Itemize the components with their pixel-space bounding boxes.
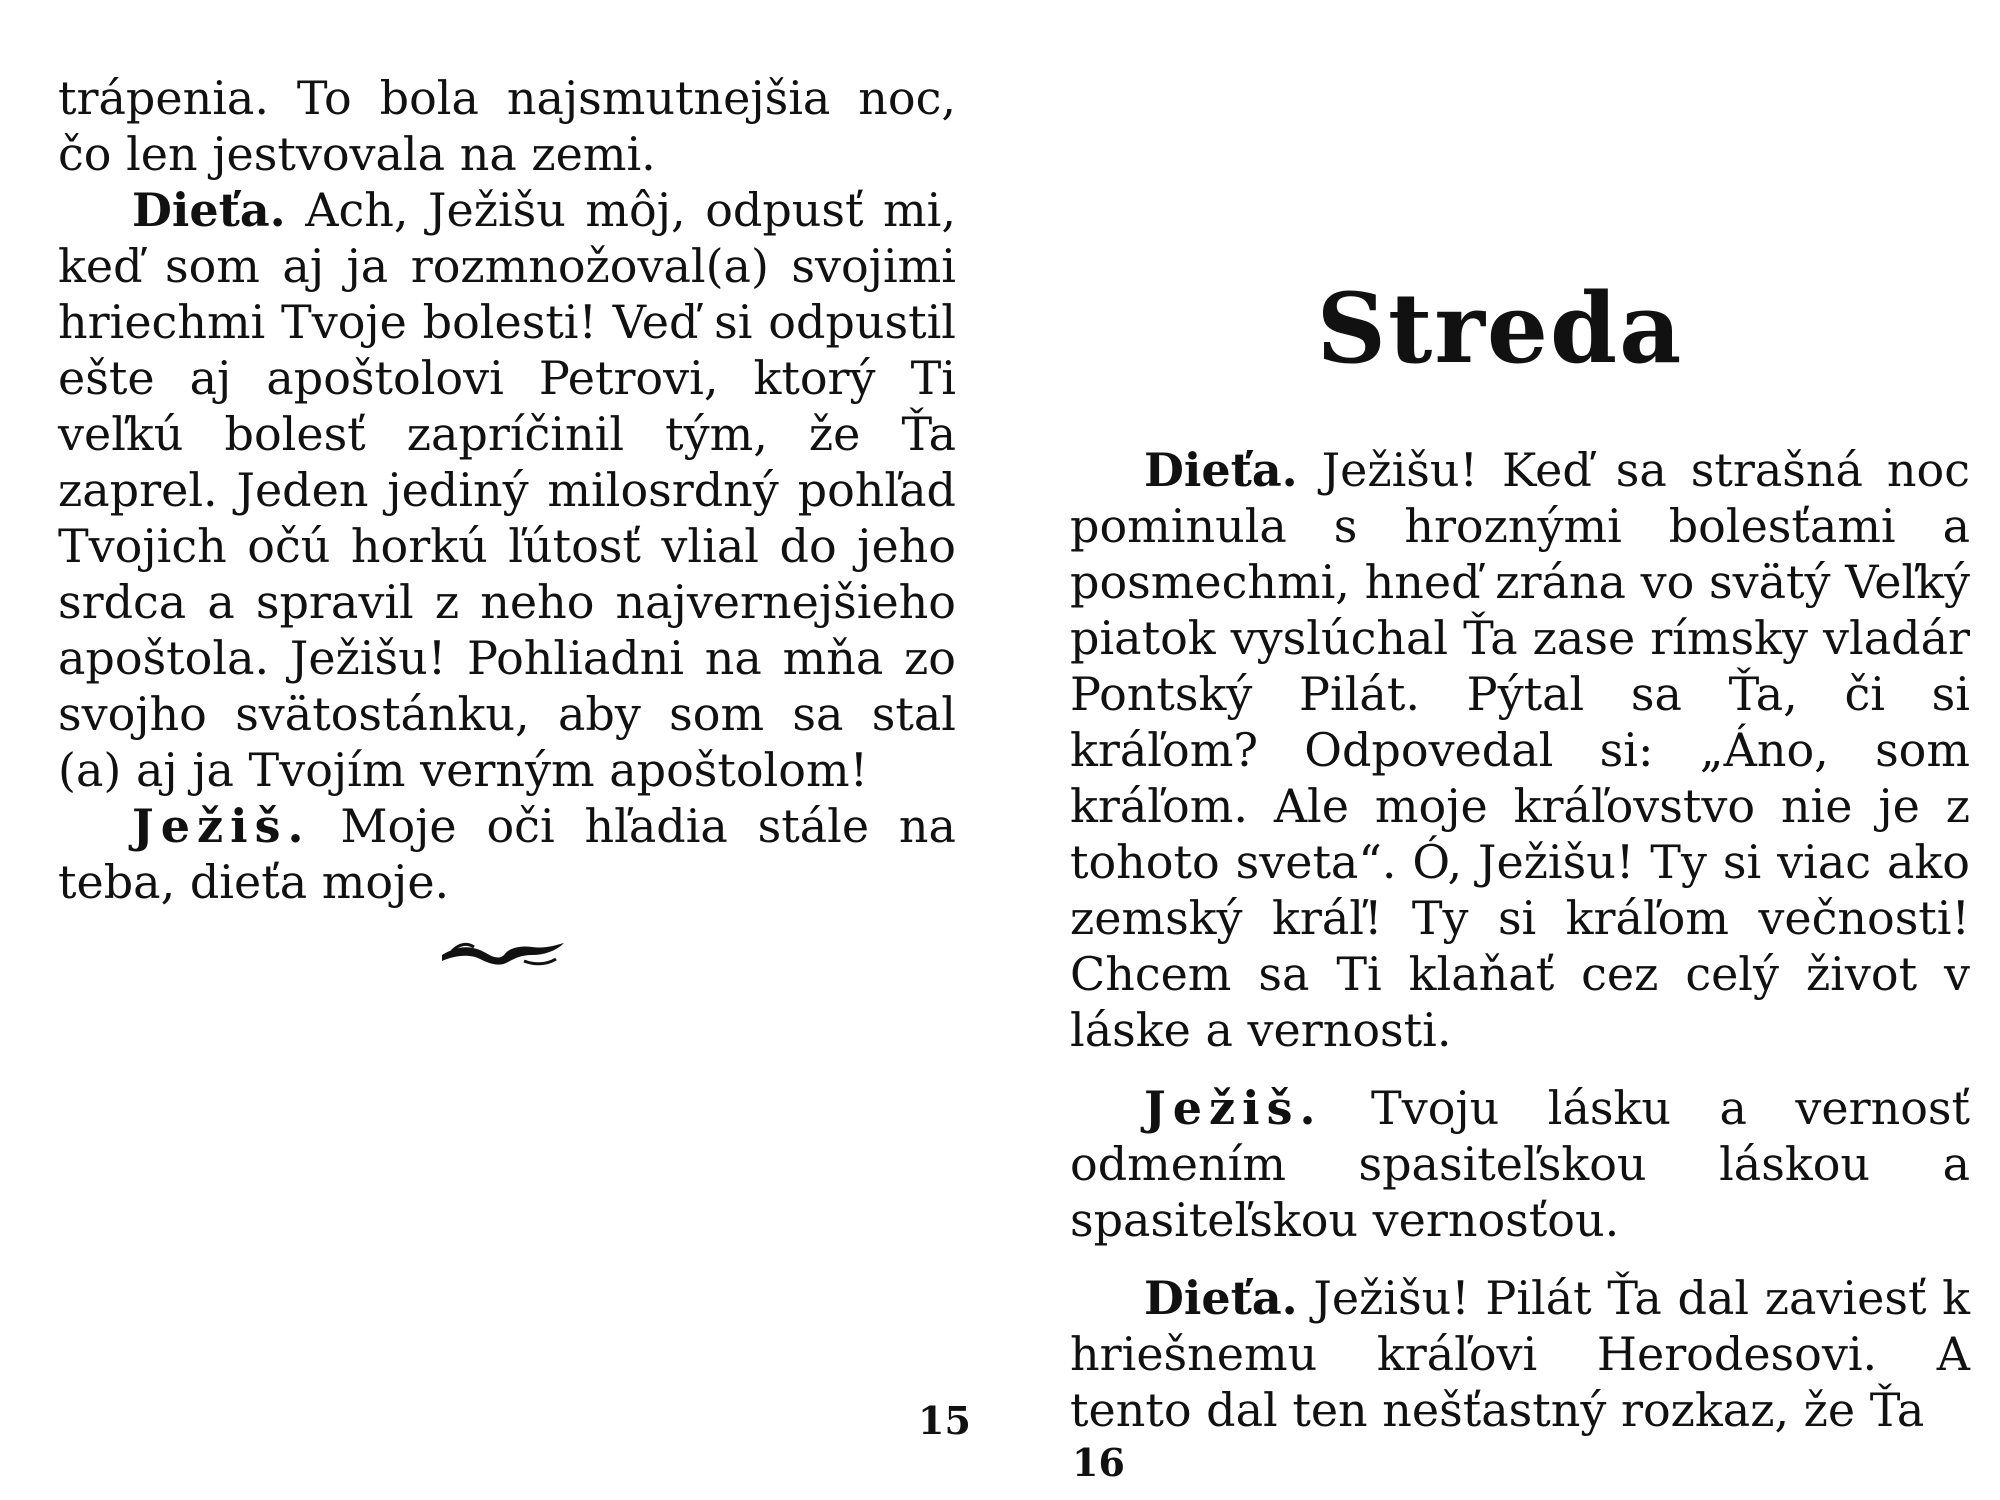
right-page bbox=[1000, 0, 2000, 1500]
fleuron-ornament-icon bbox=[438, 935, 568, 969]
speaker-label: Dieťa. bbox=[132, 183, 286, 237]
paragraph-text: Tvoju lásku a vernosť odmením spasiteľskou láskou a spasiteľskou vernosťou. bbox=[1070, 1081, 1970, 1247]
paragraph-text: Moje oči hľadia stále na teba, dieťa moje. bbox=[58, 799, 956, 909]
left-paragraph-3 bbox=[58, 798, 956, 910]
page-number-right: 16 bbox=[1072, 1440, 1125, 1485]
right-paragraph-1 bbox=[1070, 442, 1970, 1058]
left-paragraph-2 bbox=[58, 182, 956, 798]
paragraph-text: Ach, Ježišu môj, odpusť mi, keď som aj ja rozmnožoval(a) svojimi hriechmi Tvoje bolesti! Veď si odpustil ešte aj apoštolovi Petrovi, ktorý Ti veľkú bolesť zapríčinil tým, že Ťa zaprel. Jeden jediný milosrdný pohľad Tvojich očú horkú ľútosť vlial do jeho srdca a spravil z neho najvernejšieho apoštola. Ježišu! Pohliadni na mňa zo svojho svätostánku, aby som sa stal (a) aj ja Tvojím verným apoštolom! bbox=[58, 183, 956, 797]
left-page-text bbox=[58, 70, 956, 910]
speaker-label: Dieťa. bbox=[1144, 1271, 1298, 1325]
right-paragraph-2 bbox=[1070, 1080, 1970, 1248]
right-page-text bbox=[1070, 442, 1970, 1438]
speaker-label: Ježiš. bbox=[1144, 1081, 1323, 1135]
chapter-title: Streda bbox=[1316, 272, 1684, 385]
speaker-label: Dieťa. bbox=[1144, 443, 1298, 497]
right-paragraph-3 bbox=[1070, 1270, 1970, 1438]
paragraph-text: Ježišu! Pilát Ťa dal zaviesť k hriešnemu kráľovi Herodesovi. A tento dal ten nešťastný rozkaz, že Ťa bbox=[1070, 1271, 1970, 1437]
speaker-label: Ježiš. bbox=[132, 799, 311, 853]
paragraph-text: trápenia. To bola najsmutnejšia noc, čo len jestvovala na zemi. bbox=[58, 71, 956, 181]
left-paragraph-1 bbox=[58, 70, 956, 182]
page-number-left: 15 bbox=[918, 1398, 971, 1443]
paragraph-text: Ježišu! Keď sa strašná noc pominula s hroznými bolesťami a posmechmi, hneď zrána vo svätý Veľký piatok vyslúchal Ťa zase rímsky vladár Pontský Pilát. Pýtal sa Ťa, či si kráľom? Odpovedal si: „Áno, som kráľom. Ale moje kráľovstvo nie je z tohoto sveta“. Ó, Ježišu! Ty si viac ako zemský kráľ! Ty si kráľom večnosti! Chcem sa Ti klaňať cez celý život v láske a vernosti. bbox=[1070, 443, 1970, 1057]
